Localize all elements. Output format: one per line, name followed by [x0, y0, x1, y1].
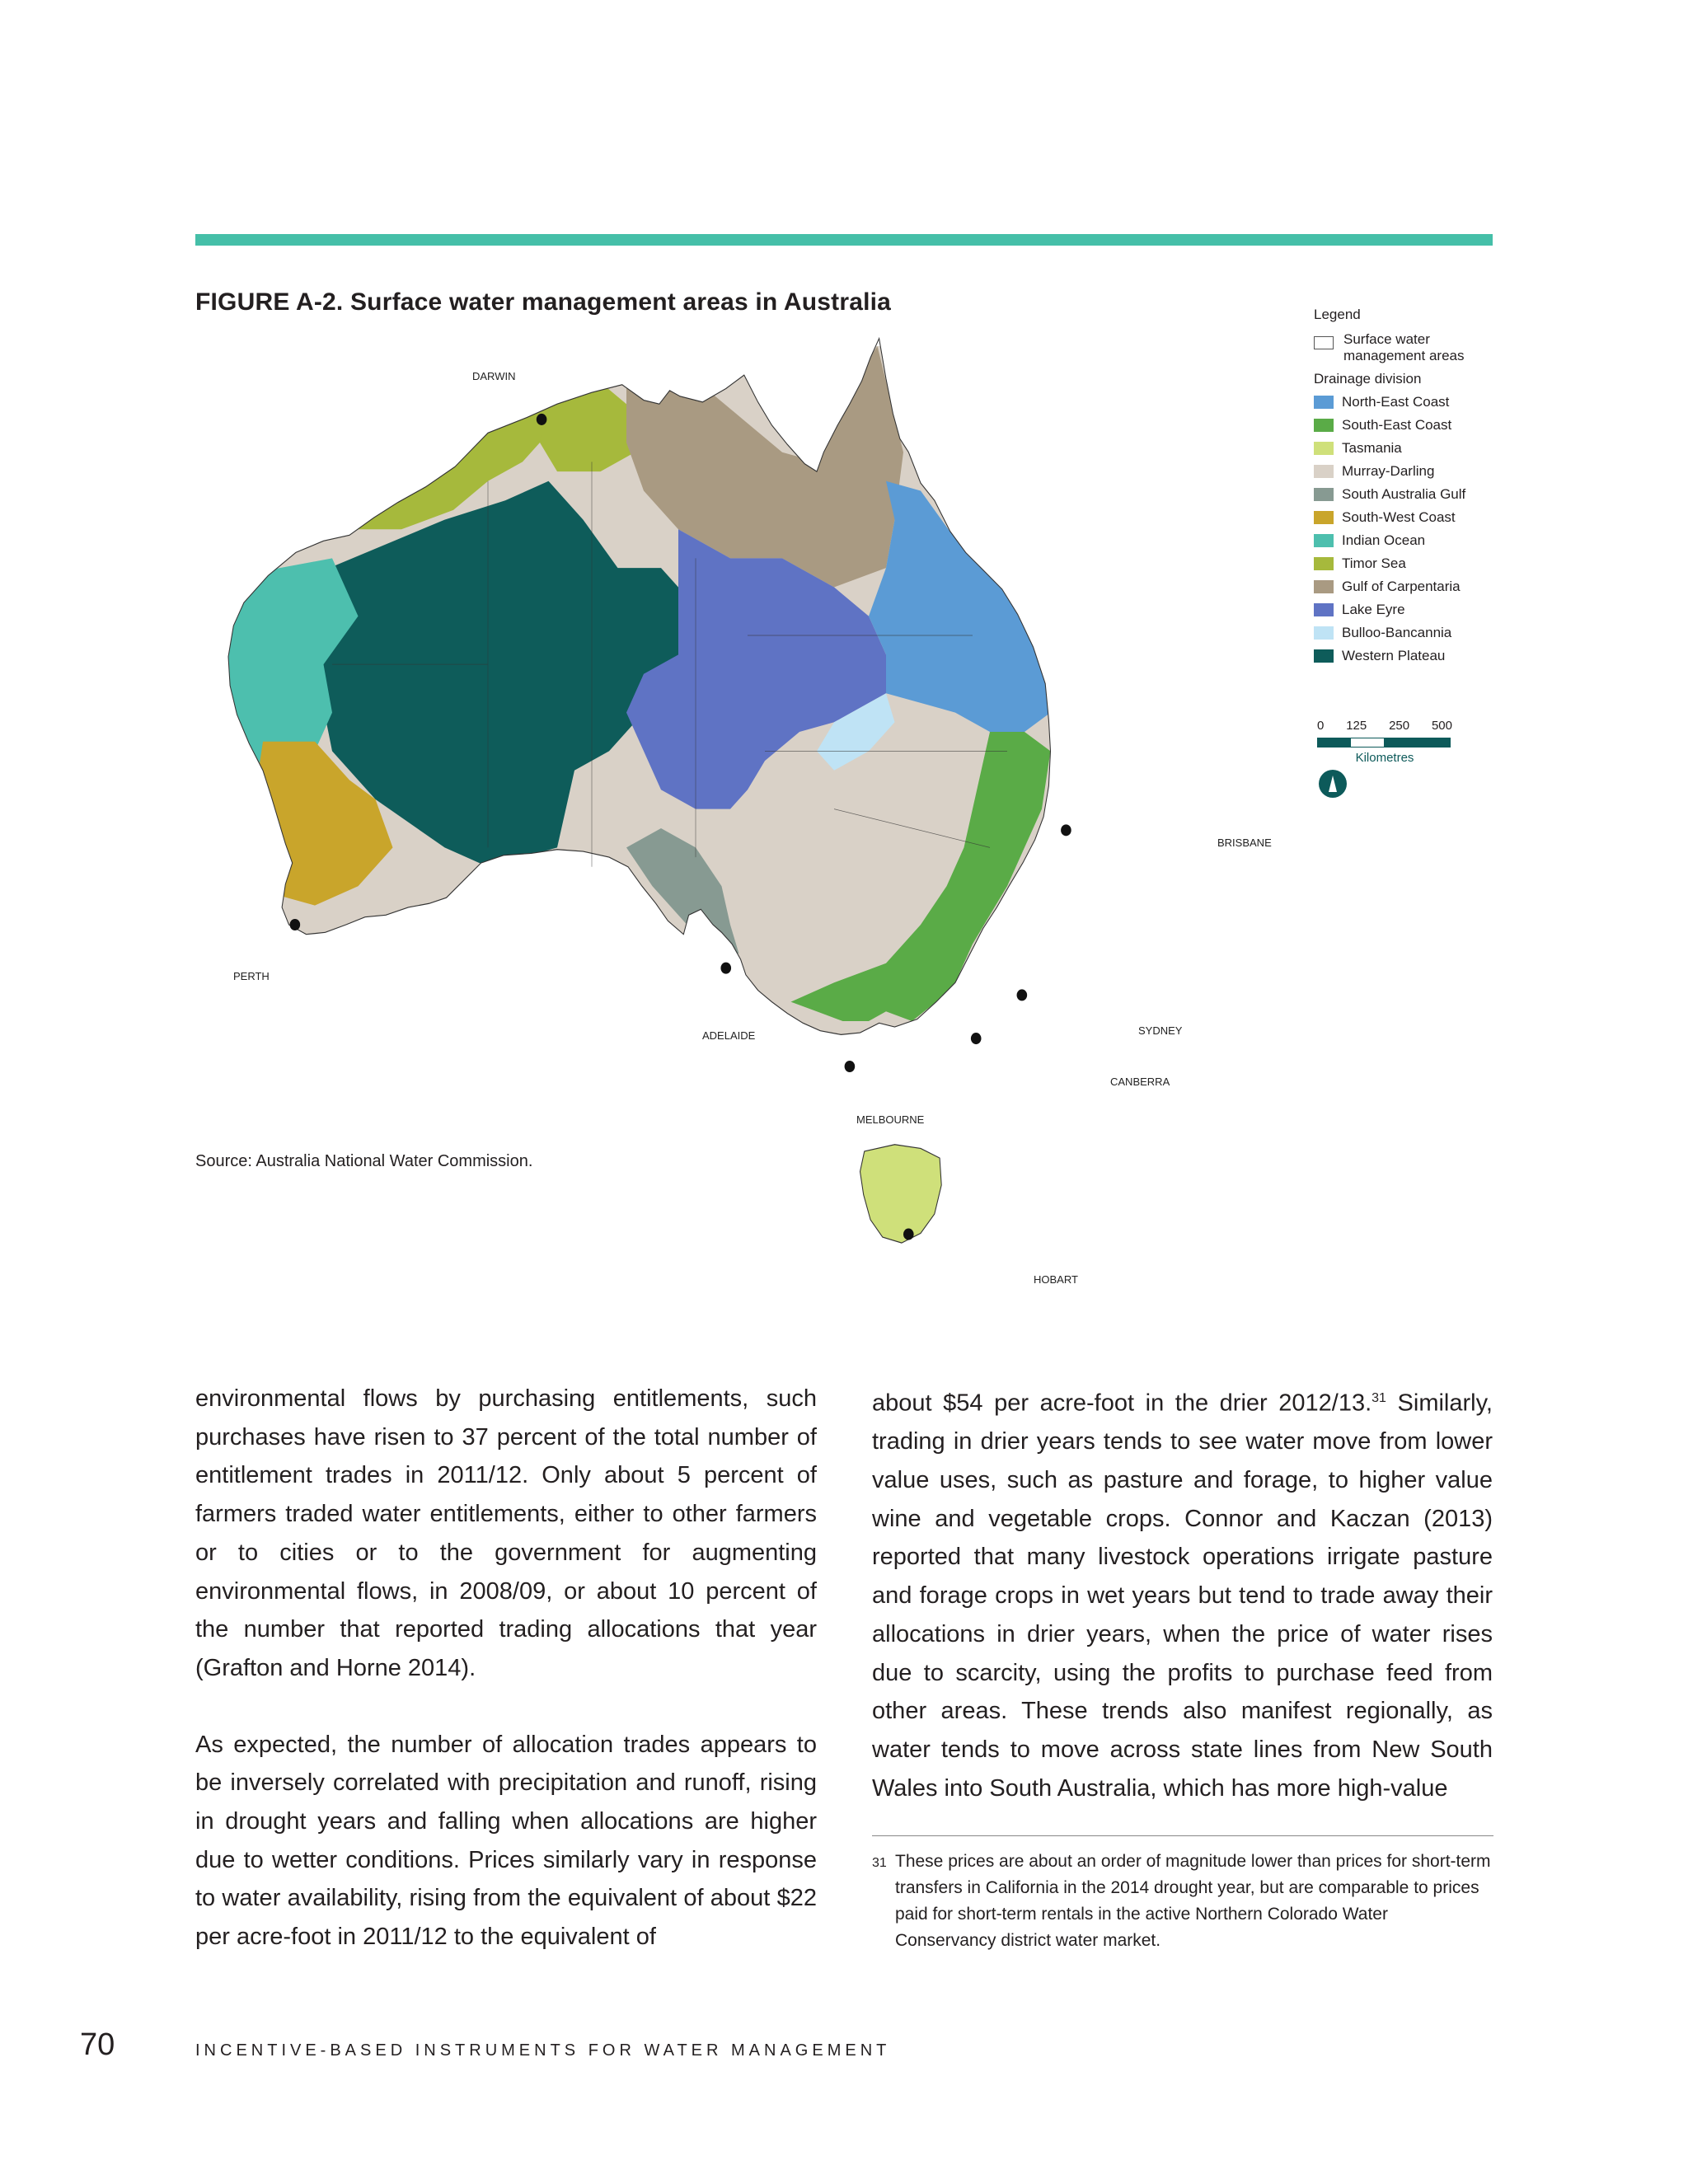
footnote-number: 31: [872, 1856, 887, 1870]
scale-tick: 250: [1389, 719, 1410, 733]
legend-label: North-East Coast: [1342, 394, 1450, 410]
city-label: PERTH: [233, 970, 270, 982]
city-label: HOBART: [1034, 1273, 1078, 1286]
body-column-left: [195, 1380, 817, 1957]
legend-item: [1314, 486, 1512, 503]
legend-swatch: [1314, 534, 1334, 547]
legend-item: [1314, 532, 1512, 549]
legend-label: Western Plateau: [1342, 648, 1446, 663]
scale-tick: 500: [1431, 719, 1452, 733]
legend-swatch: [1314, 557, 1334, 570]
legend-swatch: [1314, 442, 1334, 455]
legend-label: Timor Sea: [1342, 555, 1406, 571]
paragraph: environmental flows by purchasing entitlements, such purchases have risen to 37 percent of the total number of entitlement trades in 2011/12. Only about 5 percent of farmers traded water entitlements, either to other farmers or to cities or to the government for augmenting environmental flows, in 2008/09, or about 10 percent of the number that reported trading allocations that year (Grafton and Horne 2014).: [195, 1385, 817, 1681]
legend-subtitle: Drainage division: [1314, 371, 1422, 387]
legend-item: [1314, 440, 1512, 457]
footnote-text: These prices are about an order of magnitude lower than prices for short-term transfers in California in the 2014 drought year, but are comparable to prices paid for short-term rentals in the active Northern Colorado Water Conservancy district water market.: [895, 1852, 1491, 1950]
legend-label: Bulloo-Bancannia: [1342, 625, 1452, 640]
footnote-marker[interactable]: 31: [1372, 1391, 1386, 1405]
legend-label: Lake Eyre: [1342, 602, 1405, 617]
paragraph: As expected, the number of allocation trades appears to be inversely correlated with precipitation and runoff, rising in drought years and falling when allocations are higher due to wetter conditions. Prices similarly vary in response to water availability, rising from the equivalent of about $22 per acre-foot in 2011/12 to the equivalent of: [195, 1731, 817, 1951]
legend-item: [1314, 509, 1512, 526]
legend-label: Indian Ocean: [1342, 532, 1426, 548]
figure-source: Source: Australia National Water Commission.: [195, 1152, 533, 1170]
outline-swatch: [1314, 336, 1334, 349]
legend-item: [1314, 602, 1512, 618]
paragraph: [872, 1380, 1493, 1807]
north-arrow-icon: [1319, 770, 1347, 798]
legend-swatch: [1314, 580, 1334, 593]
scale-tick: 0: [1317, 719, 1325, 733]
legend-item: [1314, 463, 1512, 480]
legend-swatch: [1314, 511, 1334, 524]
legend-swatch: [1314, 488, 1334, 501]
city-label: SYDNEY: [1138, 1024, 1183, 1037]
legend-outline-label: Surface water management areas: [1343, 331, 1465, 363]
legend-item: [1314, 394, 1512, 410]
legend-item: [1314, 625, 1512, 641]
legend-item: [1314, 648, 1512, 664]
scale-bar: [1317, 719, 1465, 765]
page-number: 70: [80, 2027, 115, 2062]
body-column-right: [872, 1380, 1493, 1807]
legend-label: Murray-Darling: [1342, 463, 1435, 479]
legend-item: [1314, 555, 1512, 572]
footnote: [872, 1849, 1493, 1954]
footnote-rule: [872, 1835, 1493, 1836]
legend-item: [1314, 417, 1512, 434]
map-legend: [1314, 307, 1512, 671]
city-label: BRISBANE: [1217, 837, 1272, 849]
figure-title: FIGURE A-2. Surface water management areas in Australia: [195, 288, 892, 316]
legend-title: Legend: [1314, 307, 1361, 322]
text-run: about $54 per acre-foot in the drier 2012/13.: [872, 1390, 1372, 1417]
city-label: CANBERRA: [1110, 1076, 1170, 1088]
legend-item-outline: [1314, 331, 1512, 364]
legend-swatch: [1314, 603, 1334, 616]
city-label: ADELAIDE: [702, 1029, 756, 1042]
legend-label: South-East Coast: [1342, 417, 1452, 433]
city-label: DARWIN: [472, 370, 516, 382]
legend-label: Gulf of Carpentaria: [1342, 579, 1461, 594]
scale-unit: Kilometres: [1355, 751, 1414, 765]
header-accent-bar: [195, 234, 1493, 246]
legend-swatch: [1314, 626, 1334, 640]
legend-label: South Australia Gulf: [1342, 486, 1466, 502]
legend-swatch: [1314, 396, 1334, 409]
legend-swatch: [1314, 465, 1334, 478]
text-run: Similarly, trading in drier years tends to see water move from lower value uses, such as pasture and forage, to higher value wine and vegetable crops. Connor and Kaczan (2013) reported that many livestock operations irrigate pasture and forage crops in wet years but tend to trade away their allocations in drier years, when the price of water rises due to scarcity, using the profits to purchase feed from other areas. These trends also manifest regionally, as water tends to move across state lines from New South Wales into South Australia, which has more high-value: [872, 1390, 1493, 1802]
legend-label: South-West Coast: [1342, 509, 1456, 525]
legend-label: Tasmania: [1342, 440, 1402, 456]
legend-swatch: [1314, 649, 1334, 663]
scale-tick: 125: [1346, 719, 1367, 733]
city-label: MELBOURNE: [856, 1113, 925, 1126]
legend-item: [1314, 579, 1512, 595]
legend-swatch: [1314, 419, 1334, 432]
running-title: INCENTIVE-BASED INSTRUMENTS FOR WATER MANAGEMENT: [195, 2041, 891, 2060]
